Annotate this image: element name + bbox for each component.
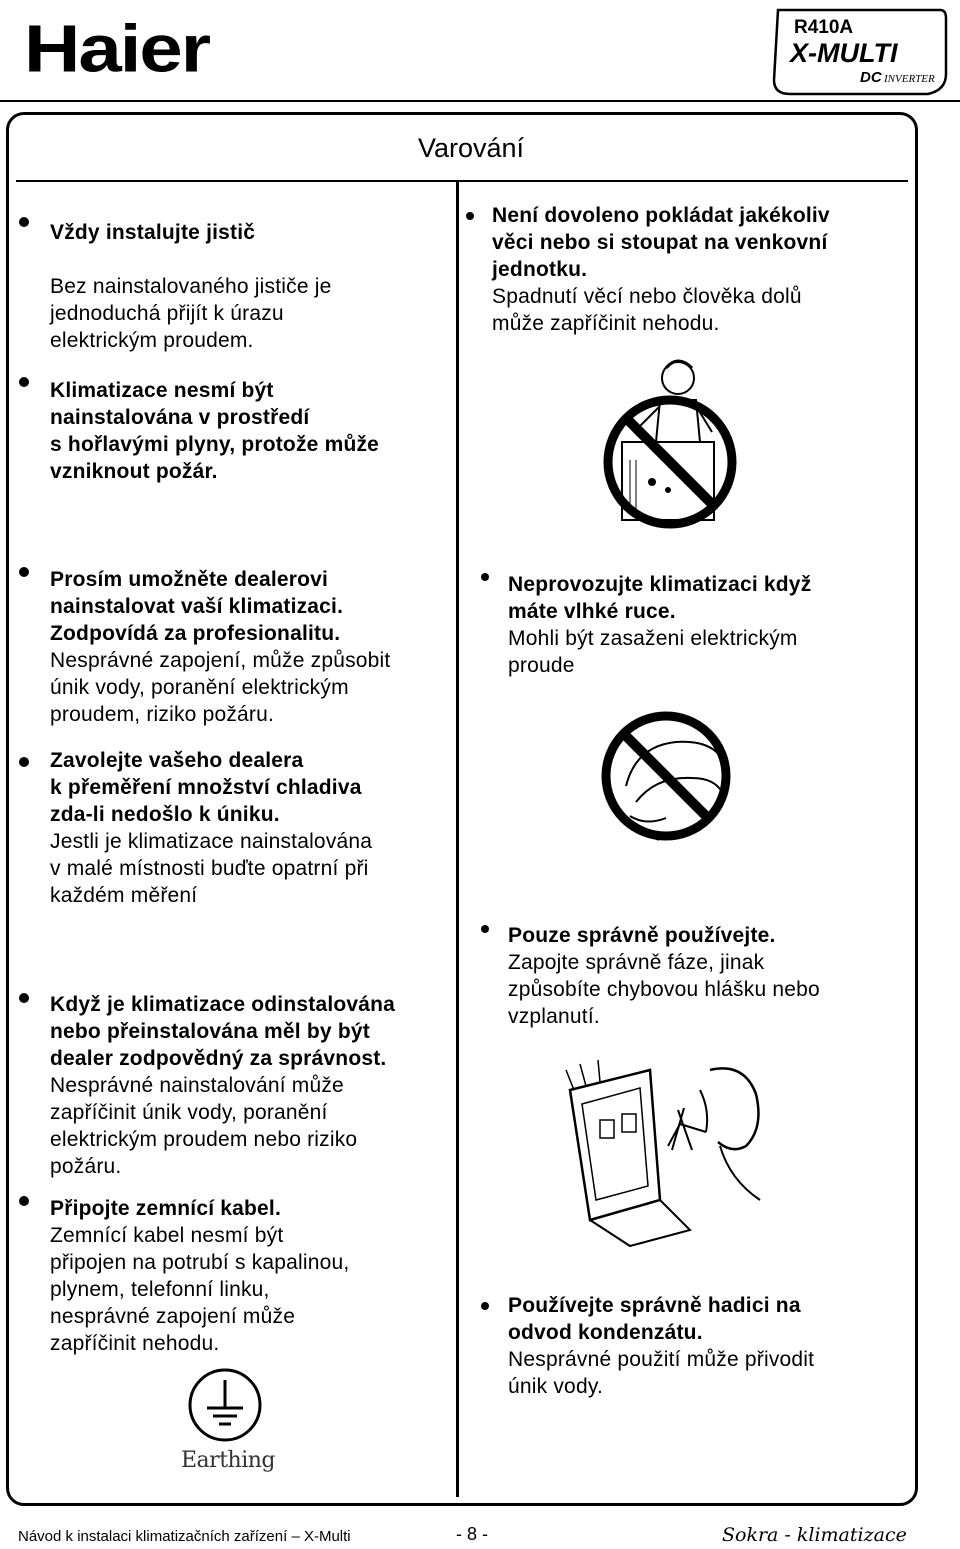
page-number: - 8 -: [456, 1524, 489, 1544]
warning-no-standing-on-unit: Není dovoleno pokládat jakékoliv věci nebo si stoupat na venkovní jednotku. Spadnutí věcí nebo člověka dolů může zapříčinit nehodu.: [492, 204, 830, 335]
bullet: [19, 757, 29, 767]
earthing-symbol: [186, 1366, 264, 1444]
electrical-panel-illustration: [560, 1050, 770, 1250]
warning-flammable-gas: Klimatizace nesmí být nainstalována v prostředí s hořlavými plyny, protože může vzniknout požár.: [50, 379, 380, 483]
warning-refrigerant-check: Zavolejte vašeho dealera k přeměření množství chladiva zda-li nedošlo k úniku. Jestli je klimatizace nainstalována v malé místnosti buďte opatrní při každém měření: [50, 749, 373, 907]
warning-correct-use: Pouze správně používejte. Zapojte správně fáze, jinak způsobíte chybovou hlášku nebo vzplanutí.: [508, 924, 820, 1028]
badge-dc: DC: [860, 69, 882, 86]
x-multi-badge: [768, 4, 950, 100]
column-divider: [456, 182, 459, 1497]
badge-inverter: INVERTER: [884, 73, 935, 85]
bullet: [19, 993, 29, 1003]
bullet: [19, 1196, 29, 1206]
footer-company: Sokra - klimatizace: [722, 1524, 907, 1546]
bullet: [19, 217, 29, 227]
no-standing-illustration: [600, 350, 760, 535]
earthing-label: Earthing: [181, 1448, 275, 1473]
bullet: [466, 212, 474, 220]
bullet: [481, 573, 489, 581]
no-wet-hands-illustration: [596, 706, 736, 846]
bullet: [19, 567, 29, 577]
warning-earthing-cable: Připojte zemnící kabel. Zemnící kabel nesmí být připojen na potrubí s kapalinou, plynem, telefonní linku, nesprávné zapojení může zapříčinit nehodu.: [50, 1197, 350, 1355]
warning-dealer-install: Prosím umožněte dealerovi nainstalovat vaší klimatizaci. Zodpovídá za profesionalitu. Nesprávné zapojení, může způsobit únik vody, poranění elektrickým proudem, riziko požáru.: [50, 568, 391, 726]
bullet: [481, 925, 489, 933]
warning-circuit-breaker: Vždy instalujte jistič Bez nainstalovaného jističe je jednoduchá přijít k úrazu elektrickým proudem.: [50, 221, 332, 352]
warning-reinstallation: Když je klimatizace odinstalována nebo přeinstalována měl by být dealer zodpovědný za správnost. Nesprávné nainstalování může zapříčinit únik vody, poranění elektrickým proudem nebo riziko požáru.: [50, 993, 396, 1178]
badge-refrigerant: R410A: [794, 17, 854, 38]
page-title: Varování: [418, 133, 525, 163]
bullet: [481, 1302, 489, 1310]
footer-document-title: Návod k instalaci klimatizačních zařízení – X-Multi: [18, 1528, 351, 1545]
bullet: [19, 377, 29, 387]
title-divider: [16, 180, 908, 182]
header-rule: [0, 100, 960, 102]
badge-product: X-MULTI: [790, 38, 898, 68]
haier-logo: Haier: [24, 10, 210, 87]
warning-wet-hands: Neprovozujte klimatizaci když máte vlhké ruce. Mohli být zasaženi elektrickým proude: [508, 573, 812, 677]
warning-drain-hose: Používejte správně hadici na odvod kondenzátu. Nesprávné použití může přivodit únik vody.: [508, 1294, 815, 1398]
